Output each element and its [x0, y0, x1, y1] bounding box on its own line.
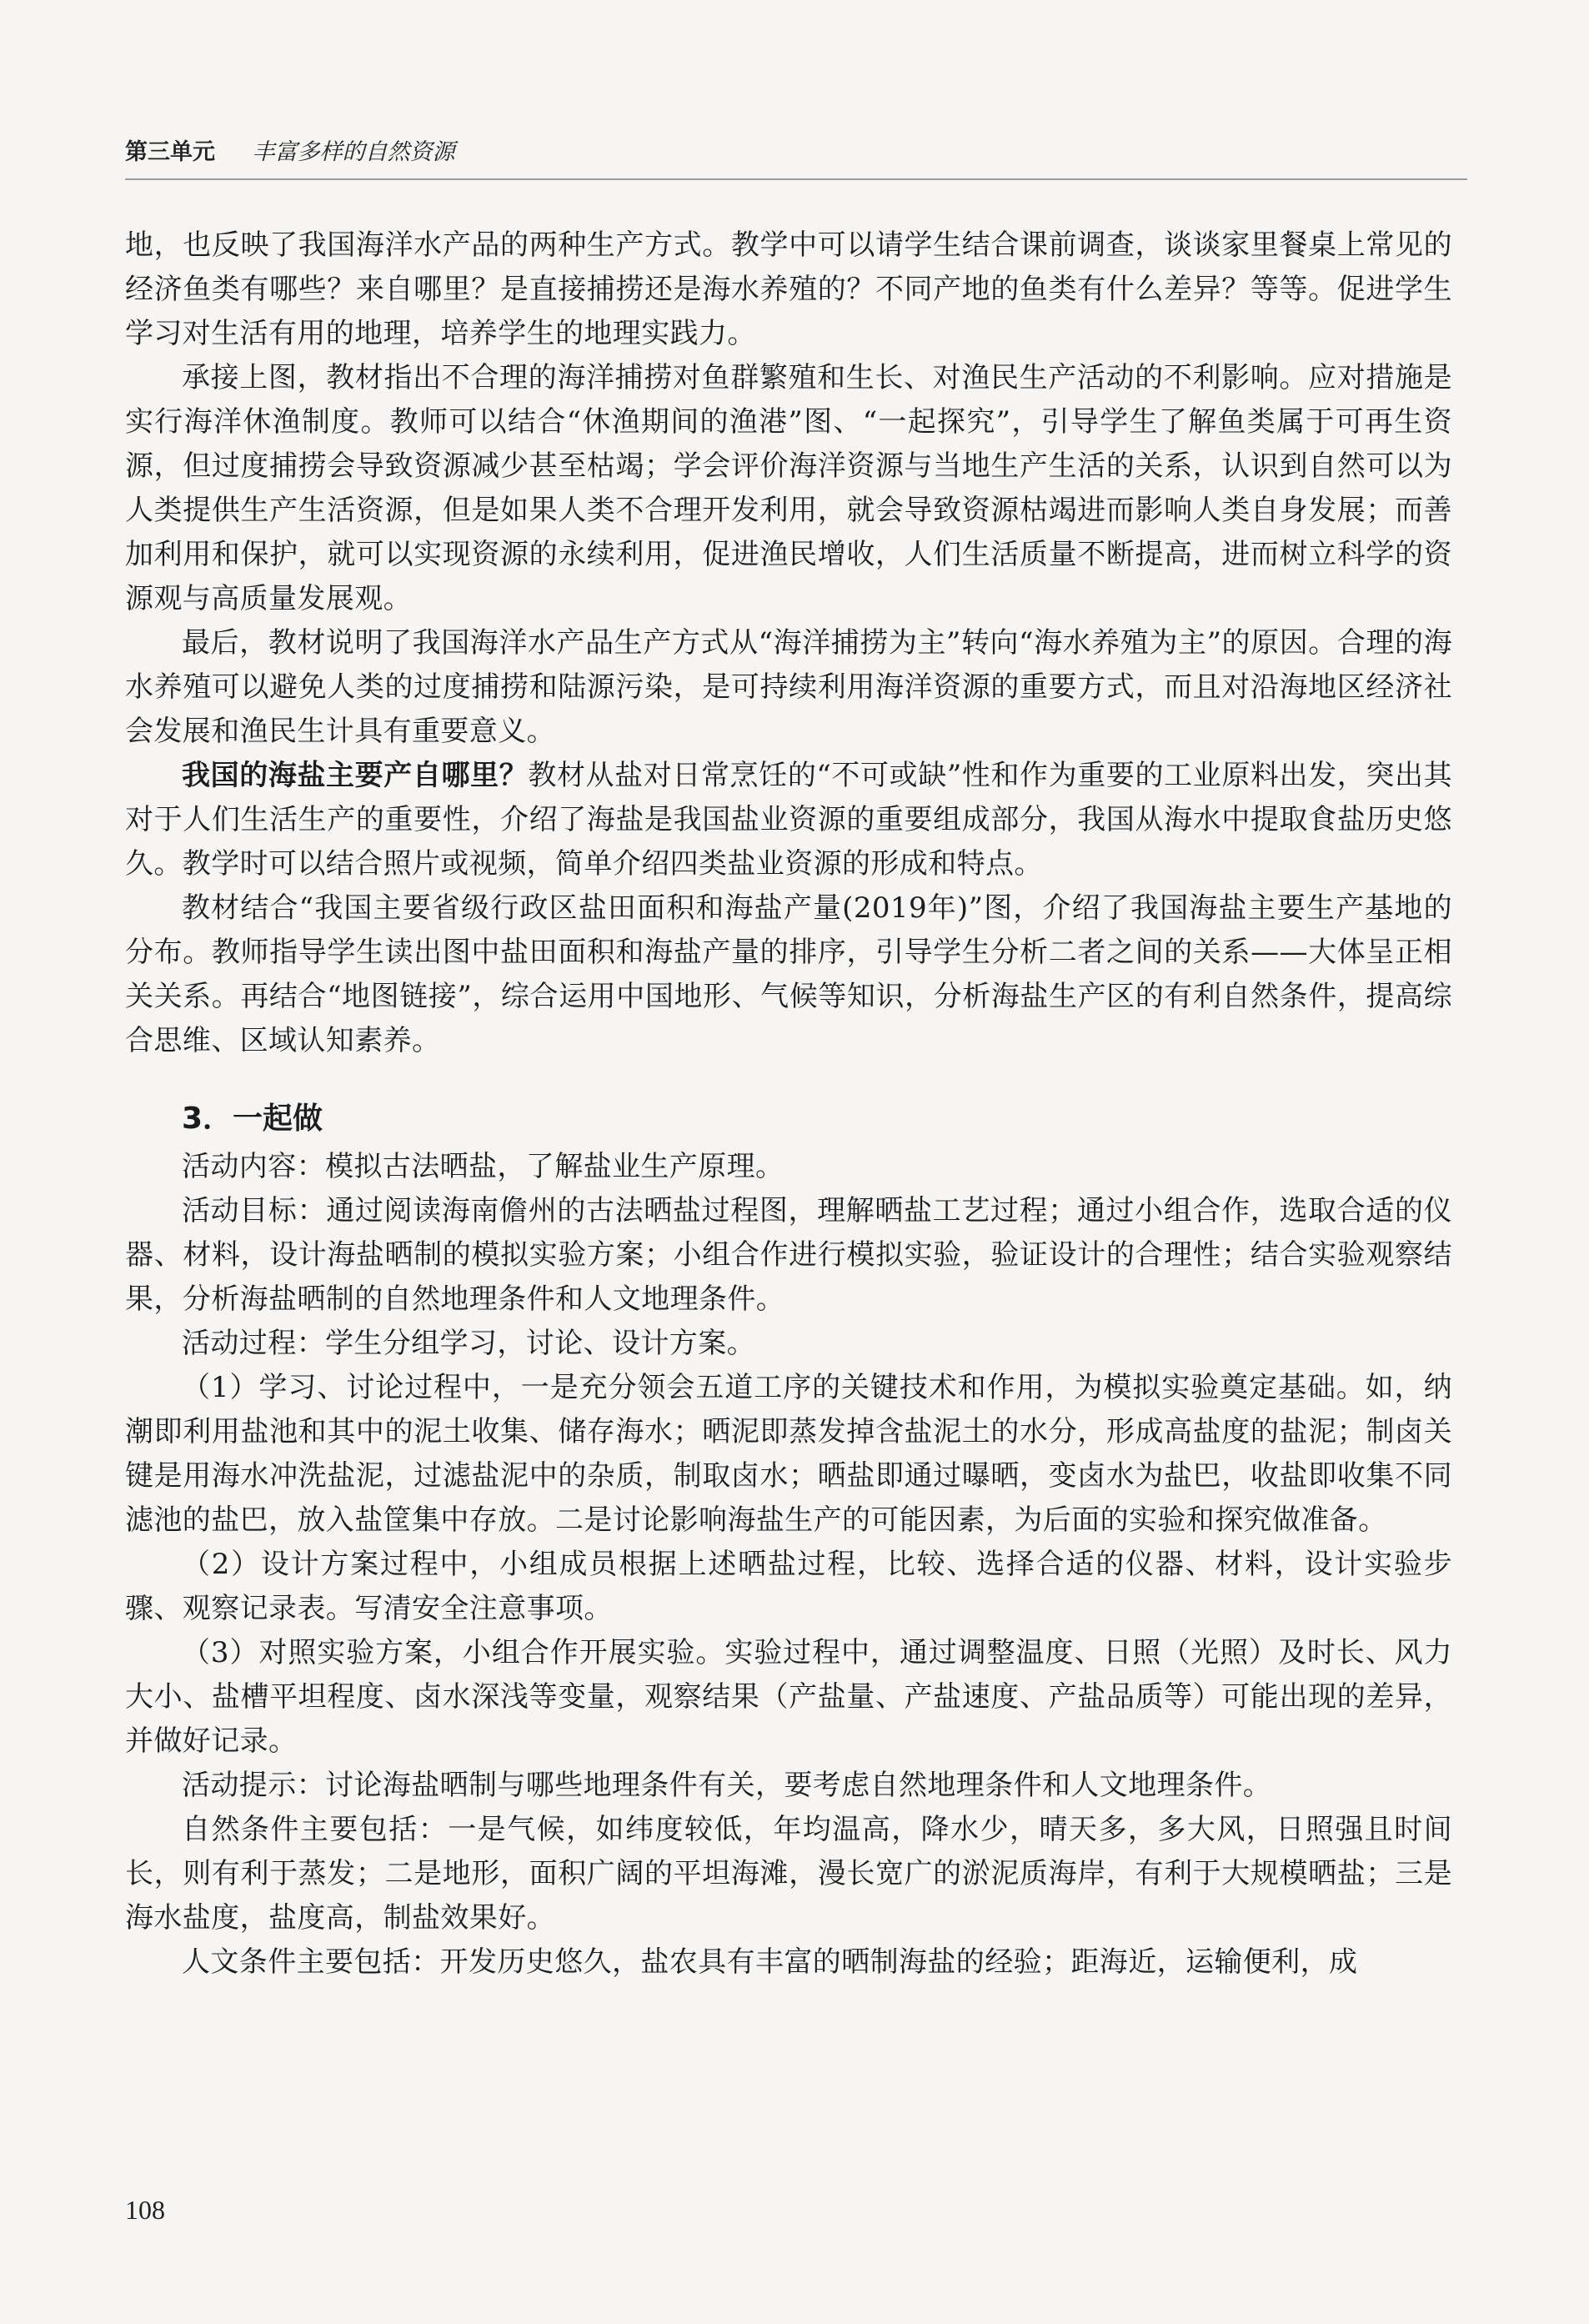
running-header [125, 133, 455, 166]
paragraph-aquaculture-shift: 最后，教材说明了我国海洋水产品生产方式从“海洋捕捞为主”转向“海水养殖为主”的原因。合理的海水养殖可以避免人类的过度捕捞和陆源污染，是可持续利用海洋资源的重要方式，而且对沿海地区经济社会发展和渔民生计具有重要意义。 [125, 626, 1452, 748]
body-text [125, 223, 1452, 1985]
paragraph-fishing-moratorium: 承接上图，教材指出不合理的海洋捕捞对鱼群繁殖和生长、对渔民生产活动的不利影响。应对措施是实行海洋休渔制度。教师可以结合“休渔期间的渔港”图、“一起探究”，引导学生了解鱼类属于可再生资源，但过度捕捞会导致资源减少甚至枯竭；学会评价海洋资源与当地生产生活的关系，认识到自然可以为人类提供生产生活资源，但是如果人类不合理开发利用，就会导致资源枯竭进而影响人类自身发展；而善加利用和保护，就可以实现资源的永续利用，促进渔民增收，人们生活质量不断提高，进而树立科学的资源观与高质量发展观。 [125, 361, 1452, 615]
paragraph-human-conditions: 人文条件主要包括：开发历史悠久，盐农具有丰富的晒制海盐的经验；距海近，运输便利，成 [182, 1945, 1358, 1979]
paragraph-salt-map: 教材结合“我国主要省级行政区盐田面积和海盐产量(2019年)”图，介绍了我国海盐主要生产基地的分布。教师指导学生读出图中盐田面积和海盐产量的排序，引导学生分析二者之间的关系——大体呈正相关关系。再结合“地图链接”，综合运用中国地形、气候等知识，分析海盐生产区的有利自然条件，提高综合思维、区域认知素养。 [125, 891, 1452, 1057]
sea-salt-text: 教材从盐对日常烹饪的“不可或缺”性和作为重要的工业原料出发，突出其对于人们生活生产的重要性，介绍了海盐是我国盐业资源的重要组成部分，我国从海水中提取食盐历史悠久。教学时可以结合照片或视频，简单介绍四类盐业资源的形成和特点。 [125, 759, 1452, 881]
page-number: 108 [125, 2195, 165, 2225]
unit-title: 丰富多样的自然资源 [252, 139, 455, 165]
paragraph-continuation: 地，也反映了我国海洋水产品的两种生产方式。教学中可以请学生结合课前调查，谈谈家里餐桌上常见的经济鱼类有哪些？来自哪里？是直接捕捞还是海水养殖的？不同产地的鱼类有什么差异？等等。促进学生学习对生活有用的地理，培养学生的地理实践力。 [125, 228, 1452, 350]
paragraph-natural-conditions: 自然条件主要包括：一是气候，如纬度较低，年均温高，降水少，晴天多，多大风，日照强且时间长，则有利于蒸发；二是地形，面积广阔的平坦海滩，漫长宽广的淤泥质海岸，有利于大规模晒盐；三是海水盐度，盐度高，制盐效果好。 [125, 1813, 1452, 1935]
paragraph-activity-process: 活动过程：学生分组学习，讨论、设计方案。 [182, 1327, 755, 1360]
paragraph-step-2: （2）设计方案过程中，小组成员根据上述晒盐过程，比较、选择合适的仪器、材料，设计实验步骤、观察记录表。写清安全注意事项。 [125, 1548, 1452, 1625]
header-divider [125, 178, 1467, 180]
paragraph-activity-goal: 活动目标：通过阅读海南儋州的古法晒盐过程图，理解晒盐工艺过程；通过小组合作，选取合适的仪器、材料，设计海盐晒制的模拟实验方案；小组合作进行模拟实验，验证设计的合理性；结合实验观察结果，分析海盐晒制的自然地理条件和人文地理条件。 [125, 1194, 1452, 1316]
paragraph-activity-tip: 活动提示：讨论海盐晒制与哪些地理条件有关，要考虑自然地理条件和人文地理条件。 [182, 1769, 1272, 1802]
paragraph-step-3: （3）对照实验方案，小组合作开展实验。实验过程中，通过调整温度、日照（光照）及时长、风力大小、盐槽平坦程度、卤水深浅等变量，观察结果（产盐量、产盐速度、产盐品质等）可能出现的差异，并做好记录。 [125, 1636, 1452, 1758]
sea-salt-question: 我国的海盐主要产自哪里？ [182, 759, 529, 792]
unit-label: 第三单元 [125, 139, 215, 165]
paragraph-activity-content: 活动内容：模拟古法晒盐，了解盐业生产原理。 [182, 1150, 784, 1183]
paragraph-step-1: （1）学习、讨论过程中，一是充分领会五道工序的关键技术和作用，为模拟实验奠定基础。如，纳潮即利用盐池和其中的泥土收集、储存海水；晒泥即蒸发掉含盐泥土的水分，形成高盐度的盐泥；制卤关键是用海水冲洗盐泥，过滤盐泥中的杂质，制取卤水；晒盐即通过曝晒，变卤水为盐巴，收盐即收集不同滤池的盐巴，放入盐筐集中存放。二是讨论影响海盐生产的可能因素，为后面的实验和探究做准备。 [125, 1371, 1452, 1537]
paragraph-sea-salt [125, 754, 1452, 886]
section-heading: 3．一起做 [182, 1102, 323, 1136]
